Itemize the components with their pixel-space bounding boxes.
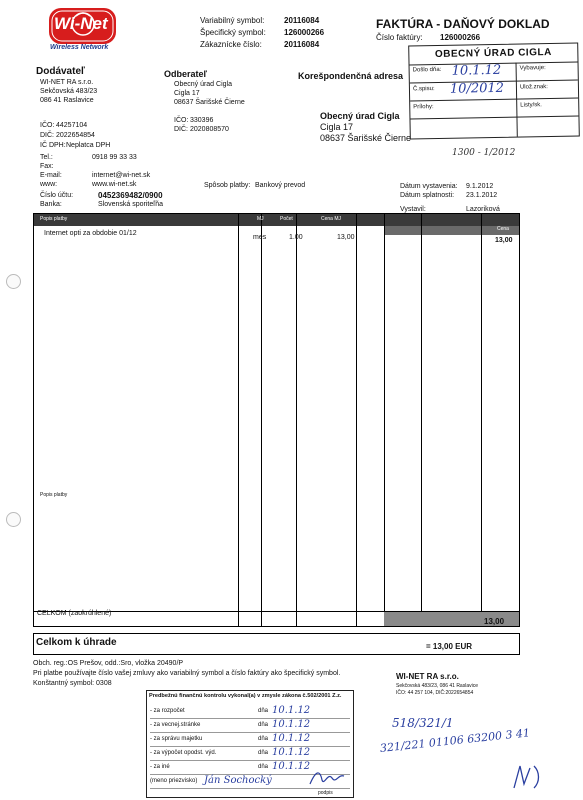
- due-total-label: Celkom k úhrade: [36, 637, 117, 648]
- supplier-bank-label: Banka:: [40, 201, 62, 208]
- stamp-attach-label: Prílohy:: [413, 104, 434, 111]
- company-stamp-address: Sekčovská 483/23, 086 41 Raslavice: [396, 683, 478, 689]
- control-row-line: [150, 732, 350, 733]
- stamp-reg-label: Vybavuje:: [519, 65, 546, 72]
- footer-payment-note: Pri platbe používajte číslo vašej zmluvy ako variabilný symbol a číslo faktúry ako špecifický symbol.: [33, 670, 341, 677]
- stamp-received-label: Došlo dňa:: [412, 66, 442, 74]
- row-total: 13,00: [495, 237, 513, 244]
- supplier-email: internet@wi-net.sk: [92, 172, 151, 179]
- control-row-dna: dňa: [258, 764, 269, 770]
- control-row-line: [150, 788, 350, 789]
- variable-symbol-value: 20116084: [284, 16, 320, 25]
- control-row-dna: dňa: [258, 750, 269, 756]
- control-row-label: - za iné: [150, 764, 170, 770]
- row-price: 13,00: [337, 234, 355, 241]
- issuer-value: Lazoriková: [466, 206, 500, 213]
- control-row-line: [150, 718, 350, 719]
- control-row-label: - za vecnej.stránke: [150, 722, 201, 728]
- variable-symbol-label: Variabilný symbol:: [200, 16, 265, 25]
- customer-city: 08637 Šarišské Čierne: [174, 99, 245, 106]
- total-value: 13,00: [484, 617, 505, 626]
- row-qty: 1.00: [289, 234, 303, 241]
- row-desc: Internet opti za obdobie 01/12: [44, 230, 137, 237]
- control-row-date: 10.1.12: [272, 705, 311, 716]
- footer-registration: Obch. reg.:OS Prešov, odd.:Sro, vložka 20490/P: [33, 660, 184, 667]
- handwritten-line-1: 518/321/1: [392, 716, 454, 730]
- supplier-ico: 44257104: [56, 122, 88, 129]
- control-row-date: 10.1.12: [272, 761, 311, 772]
- logo-name: Wi-Net: [54, 14, 108, 33]
- due-date-label: Dátum splatnosti:: [400, 192, 455, 199]
- specific-symbol-value: 126000266: [284, 28, 325, 37]
- supplier-account: 0452369482/0900: [98, 191, 163, 200]
- stamp-pages-label: Listy/sk.: [520, 102, 542, 109]
- header-total: Cena: [497, 226, 509, 232]
- customer-name: Obecný úrad Cigla: [174, 81, 232, 88]
- control-sign-label: podpis: [318, 790, 333, 796]
- side-note: Popis platby: [40, 492, 68, 498]
- supplier-city: 086 41 Raslavice: [40, 97, 94, 104]
- header-unit: MJ: [257, 216, 264, 222]
- issue-date-label: Dátum vystavenia:: [400, 183, 458, 190]
- payment-value: Bankový prevod: [255, 182, 306, 189]
- control-row-date: 10.1.12: [272, 747, 311, 758]
- customer-dic-label: DIČ:: [174, 126, 188, 133]
- supplier-www-label: www:: [40, 181, 58, 188]
- issue-date-value: 9.1.2012: [466, 183, 494, 190]
- control-row-dna: dňa: [258, 736, 269, 742]
- payment-label: Spôsob platby:: [204, 182, 251, 189]
- signature-scribble: [308, 768, 348, 788]
- customer-ico-label: IČO:: [174, 117, 189, 124]
- correspondence-street: Cigla 17: [320, 122, 354, 132]
- due-date-value: 23.1.2012: [466, 192, 498, 199]
- stamp-file-label: Č.spisu:: [412, 86, 435, 93]
- stamp-storage-label: Ulož.znak:: [519, 84, 549, 91]
- supplier-street: Sekčovská 483/23: [40, 88, 98, 95]
- control-row-label: (meno priezvisko): [150, 778, 198, 784]
- footer-constant-symbol: Konštantný symbol: 0308: [33, 680, 112, 687]
- due-total-value: = 13,00 EUR: [426, 642, 473, 651]
- invoice-number-label: Číslo faktúry:: [376, 33, 423, 42]
- correspondence-city: 08637 Šarišské Čierne: [320, 133, 412, 143]
- company-stamp-name: WI-NET RA s.r.o.: [396, 672, 459, 681]
- row-unit: mes: [253, 234, 267, 241]
- supplier-heading: Dodávateľ: [36, 66, 85, 77]
- stamp-file-value: 10/2012: [449, 80, 505, 97]
- table-header: [34, 214, 519, 226]
- control-row-label: - za rozpočet: [150, 708, 185, 714]
- customer-heading: Odberateľ: [164, 69, 207, 79]
- control-row-line: [150, 746, 350, 747]
- customer-ico: 330396: [190, 117, 214, 124]
- supplier-name: WI-NET RA s.r.o.: [40, 79, 94, 86]
- control-row-date: 10.1.12: [272, 733, 311, 744]
- control-row-dna: dňa: [258, 708, 269, 714]
- supplier-tel: 0918 99 33 33: [92, 154, 137, 161]
- control-row-label: - za výpočet opodst. výd.: [150, 750, 217, 756]
- supplier-dic: 2022654854: [56, 132, 95, 139]
- supplier-ico-label: IČO:: [40, 122, 55, 129]
- control-row-label: - za správu majetku: [150, 736, 203, 742]
- supplier-www: www.wi-net.sk: [92, 181, 137, 188]
- header-desc: Popis platby: [40, 216, 68, 222]
- handwritten-reference: 1300 - 1/2012: [452, 148, 516, 158]
- handwritten-line-2: 321/221 01106 63200 3 41: [379, 726, 531, 755]
- company-stamp-ids: IČO: 44 257 104, DIČ:2022654854: [396, 690, 474, 696]
- specific-symbol-label: Špecifický symbol:: [200, 28, 266, 37]
- supplier-email-label: E-mail:: [40, 172, 62, 179]
- handwritten-initials: [510, 762, 550, 792]
- supplier-bank: Slovenská sporiteľňa: [98, 201, 164, 208]
- supplier-dic-label: DIČ:: [40, 132, 54, 139]
- items-table: [33, 213, 520, 627]
- supplier-icdph: Neplatca DPH: [66, 142, 111, 149]
- supplier-tel-label: Tel.:: [40, 154, 53, 161]
- supplier-account-label: Číslo účtu:: [40, 192, 74, 199]
- supplier-icdph-label: IČ DPH:: [40, 142, 66, 149]
- customer-number-value: 20116084: [284, 40, 320, 49]
- stamp-received-value: 10.1.12: [451, 62, 502, 79]
- registry-stamp: [408, 43, 580, 140]
- customer-dic: 2020808570: [190, 126, 229, 133]
- control-row-date: Ján Sochocký: [204, 775, 272, 786]
- total-label: CELKOM (zaokrúhlené): [37, 610, 112, 617]
- customer-number-label: Zákaznícke číslo:: [200, 40, 262, 49]
- issuer-label: Vystavil:: [400, 206, 426, 213]
- control-row-date: 10.1.12: [272, 719, 311, 730]
- punch-hole-top: [6, 274, 21, 289]
- control-row-line: [150, 760, 350, 761]
- invoice-number-value: 126000266: [440, 33, 481, 42]
- correspondence-name: Obecný úrad Cigla: [320, 111, 400, 121]
- punch-hole-bottom: [6, 512, 21, 527]
- invoice-title: FAKTÚRA - DAŇOVÝ DOKLAD: [376, 17, 550, 31]
- header-qty: Počet: [280, 216, 293, 222]
- control-title: Predbežnú finančnú kontrolu vykonal(a) v zmysle zákona č.502/2001 Z.z.: [149, 693, 342, 699]
- supplier-fax-label: Fax:: [40, 163, 54, 170]
- correspondence-heading: Korešpondenčná adresa: [298, 71, 404, 81]
- header-price: Cena MJ: [321, 216, 342, 222]
- stamp-title: OBECNÝ ÚRAD CIGLA: [409, 44, 577, 66]
- control-row-dna: dňa: [258, 722, 269, 728]
- logo-tagline: Wireless Network: [50, 44, 109, 51]
- customer-street: Cigla 17: [174, 90, 200, 97]
